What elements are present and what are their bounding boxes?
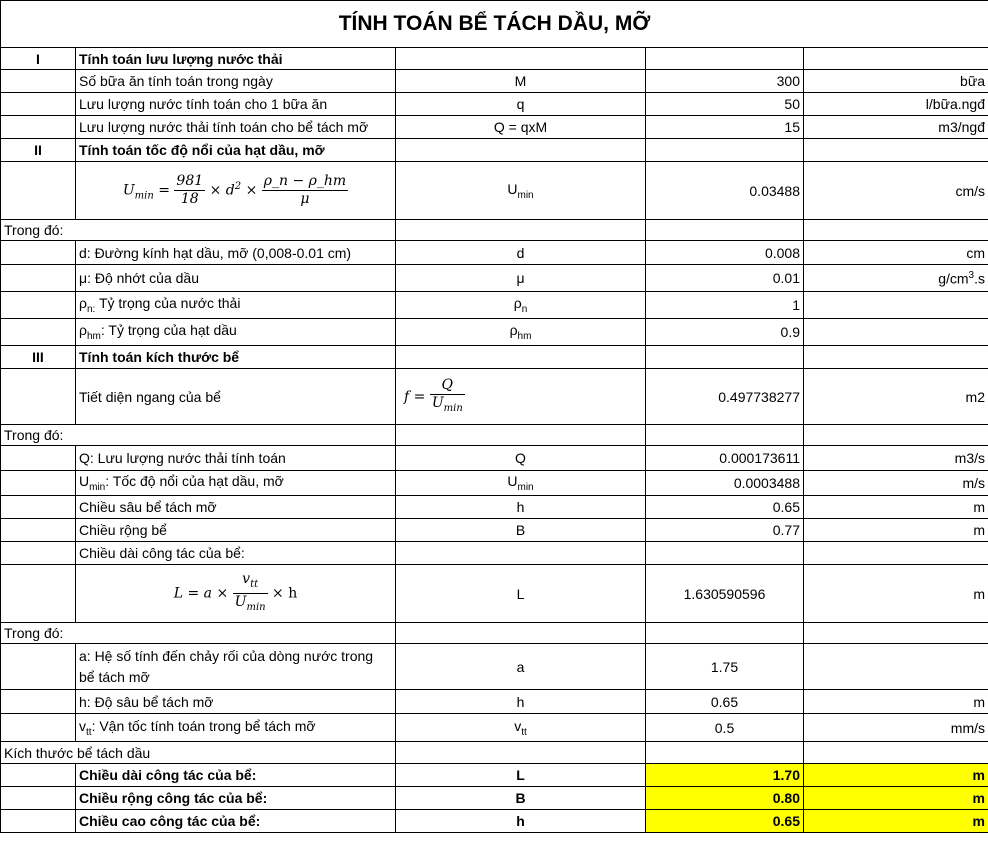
row-value[interactable]: 0.497738277 <box>646 369 804 425</box>
result-unit: m <box>804 764 988 787</box>
row-unit: m <box>804 690 988 714</box>
area-formula: f = $\frac{Q}{U_{min}}$ <box>396 369 646 425</box>
table-row <box>1 93 988 116</box>
row-value[interactable]: 0.000173611 <box>646 446 804 471</box>
row-symbol: μ <box>396 265 646 292</box>
table-row <box>1 690 988 714</box>
row-unit: cm <box>804 241 988 265</box>
row-desc: $v_{tt}$: Vận tốc tính toán trong bể tách mỡ <box>76 714 396 742</box>
row-unit: m3/s <box>804 446 988 471</box>
result-row <box>1 810 988 833</box>
section-heading: Tính toán tốc độ nổi của hạt dầu, mỡ <box>76 139 396 162</box>
row-unit: bữa <box>804 70 988 93</box>
formula-row <box>1 369 988 425</box>
formula-row <box>1 565 988 623</box>
result-row <box>1 764 988 787</box>
result-value[interactable]: 0.65 <box>646 810 804 833</box>
row-desc: Lưu lượng nước tính toán cho 1 bữa ăn <box>76 93 396 116</box>
result-desc: Chiều cao công tác của bể: <box>76 810 396 833</box>
row-unit: m <box>804 496 988 519</box>
section-heading: Tính toán kích thước bể <box>76 346 396 369</box>
row-value[interactable]: 0.03488 <box>646 162 804 220</box>
row-symbol: $U_{min}$ <box>396 162 646 220</box>
row-desc: Số bữa ăn tính toán trong ngày <box>76 70 396 93</box>
row-value[interactable]: 0.77 <box>646 519 804 542</box>
section-number: III <box>1 346 76 369</box>
table-row <box>1 496 988 519</box>
row-desc: Chiều dài công tác của bể: <box>76 542 396 565</box>
row-symbol: M <box>396 70 646 93</box>
sheet-title: TÍNH TOÁN BỂ TÁCH DẦU, MỠ <box>1 1 988 48</box>
table-row <box>1 542 988 565</box>
row-desc: a: Hệ số tính đến chảy rối của dòng nước trong bể tách mỡ <box>76 644 396 690</box>
row-symbol: q <box>396 93 646 116</box>
row-desc: $\rho_{hm}$: Tỷ trọng của hạt dầu <box>76 319 396 346</box>
table-row <box>1 644 988 690</box>
row-desc: $U_{min}$: Tốc độ nổi của hạt dầu, mỡ <box>76 471 396 496</box>
row-desc: Lưu lượng nước thải tính toán cho bể tách mỡ <box>76 116 396 139</box>
section-number: I <box>1 48 76 70</box>
row-symbol: $U_{min}$ <box>396 471 646 496</box>
row-desc: $\rho_{n:}$ Tỷ trọng của nước thải <box>76 292 396 319</box>
section-heading: Tính toán lưu lượng nước thải <box>76 48 396 70</box>
row-value[interactable]: 0.65 <box>646 496 804 519</box>
result-value[interactable]: 1.70 <box>646 764 804 787</box>
table-row <box>1 519 988 542</box>
row-desc: Tiết diện ngang của bể <box>76 369 396 425</box>
table-row <box>1 319 988 346</box>
row-desc: h: Độ sâu bể tách mỡ <box>76 690 396 714</box>
result-row <box>1 787 988 810</box>
note-label: Trong đó: <box>1 425 396 446</box>
table-row <box>1 292 988 319</box>
table-row <box>1 471 988 496</box>
row-desc: d: Đường kính hạt dầu, mỡ (0,008-0.01 cm) <box>76 241 396 265</box>
result-symbol: h <box>396 810 646 833</box>
row-unit: m <box>804 519 988 542</box>
result-symbol: B <box>396 787 646 810</box>
note-row <box>1 220 988 241</box>
section-number: II <box>1 139 76 162</box>
umin-formula: $U_{min}$ = $\frac{981}{18}$ × $d^2$ × $\frac{\rho\_n - \rho\_hm}{\mu}$ <box>76 162 396 220</box>
result-unit: m <box>804 810 988 833</box>
note-label: Trong đó: <box>1 623 396 644</box>
row-unit: m <box>804 565 988 623</box>
table-row <box>1 116 988 139</box>
row-symbol: Q <box>396 446 646 471</box>
row-symbol: $v_{tt}$ <box>396 714 646 742</box>
section-row <box>1 346 988 369</box>
section-row <box>1 139 988 162</box>
row-symbol: a <box>396 644 646 690</box>
row-desc: μ: Độ nhớt của dầu <box>76 265 396 292</box>
row-desc: Q: Lưu lượng nước thải tính toán <box>76 446 396 471</box>
row-value[interactable]: 0.5 <box>646 714 804 742</box>
result-symbol: L <box>396 764 646 787</box>
row-value[interactable]: 15 <box>646 116 804 139</box>
row-symbol: Q = qxM <box>396 116 646 139</box>
section-row <box>1 48 988 70</box>
row-value[interactable]: 0.0003488 <box>646 471 804 496</box>
note-row <box>1 742 988 764</box>
title-row <box>1 1 988 48</box>
result-unit: m <box>804 787 988 810</box>
table-row <box>1 241 988 265</box>
formula-row <box>1 162 988 220</box>
table-row <box>1 446 988 471</box>
summary-label: Kích thước bể tách dầu <box>1 742 396 764</box>
row-unit: mm/s <box>804 714 988 742</box>
row-symbol: h <box>396 496 646 519</box>
row-value[interactable]: 0.01 <box>646 265 804 292</box>
note-row <box>1 425 988 446</box>
row-value[interactable]: 0.9 <box>646 319 804 346</box>
row-value[interactable]: 0.65 <box>646 690 804 714</box>
row-value[interactable]: 0.008 <box>646 241 804 265</box>
row-symbol: B <box>396 519 646 542</box>
result-desc: Chiều dài công tác của bể: <box>76 764 396 787</box>
table-row <box>1 265 988 292</box>
row-symbol: d <box>396 241 646 265</box>
row-symbol: h <box>396 690 646 714</box>
row-symbol: $\rho_{hm}$ <box>396 319 646 346</box>
table-row <box>1 714 988 742</box>
row-unit: m/s <box>804 471 988 496</box>
row-symbol: L <box>396 565 646 623</box>
row-value[interactable]: 1.630590596 <box>646 565 804 623</box>
row-value[interactable]: 300 <box>646 70 804 93</box>
row-unit: m2 <box>804 369 988 425</box>
row-unit: m3/ngđ <box>804 116 988 139</box>
result-value[interactable]: 0.80 <box>646 787 804 810</box>
length-formula: L = a × $\frac{v_{tt}}{U_{min}}$ × h <box>76 565 396 623</box>
note-label: Trong đó: <box>1 220 396 241</box>
table-row <box>1 70 988 93</box>
note-row <box>1 623 988 644</box>
row-symbol: $\rho_n$ <box>396 292 646 319</box>
row-unit: cm/s <box>804 162 988 220</box>
row-unit: l/bữa.ngđ <box>804 93 988 116</box>
row-value[interactable]: 50 <box>646 93 804 116</box>
row-desc: Chiều sâu bể tách mỡ <box>76 496 396 519</box>
row-value[interactable]: 1.75 <box>646 644 804 690</box>
result-desc: Chiều rộng công tác của bể: <box>76 787 396 810</box>
row-desc: Chiều rộng bể <box>76 519 396 542</box>
row-unit: $g/cm^3.s$ <box>804 265 988 292</box>
row-value[interactable]: 1 <box>646 292 804 319</box>
